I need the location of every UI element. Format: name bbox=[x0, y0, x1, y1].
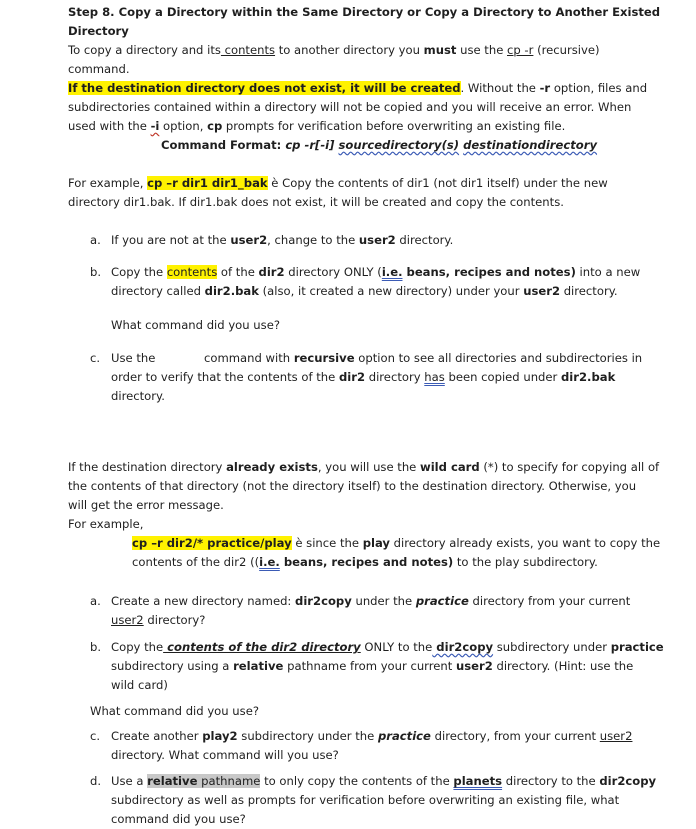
text-run: sourcedirectory(s) bbox=[338, 138, 460, 152]
text-run: Copy the bbox=[111, 265, 167, 279]
text-run: i.e. bbox=[381, 265, 403, 279]
text-run: b. bbox=[90, 640, 102, 654]
text-run: prompts for verification before overwriting an existing file. bbox=[222, 119, 566, 133]
text-run: contents of the dir2 (( bbox=[132, 555, 260, 569]
text-run: subdirectories contained within a directory will not be copied and you will receive an error. When bbox=[68, 100, 632, 114]
step-title bbox=[68, 3, 660, 22]
text-run: directory dir1.bak. If dir1.bak does not exist, it will be created and copy the contents. bbox=[68, 195, 564, 209]
list2-marker-a bbox=[90, 592, 101, 611]
text-run: been copied under bbox=[444, 370, 561, 384]
text-run: to another directory you bbox=[275, 43, 424, 57]
text-run: user2 bbox=[523, 284, 561, 298]
text-run: -r bbox=[539, 81, 551, 95]
list1-question bbox=[111, 316, 280, 335]
text-run: cp -r bbox=[507, 43, 534, 57]
text-run: user2 bbox=[230, 233, 268, 247]
text-run: i.e. bbox=[259, 555, 280, 569]
list2-item-a bbox=[111, 592, 630, 611]
text-run: -i bbox=[150, 119, 160, 133]
text-run: practice bbox=[610, 640, 664, 654]
text-run: dir2 bbox=[338, 370, 366, 384]
text-run: the contents of that directory (not the directory itself) to the destination directory. Otherwise, you bbox=[68, 479, 637, 493]
text-run: directory already exists, you want to copy the bbox=[390, 536, 661, 550]
list2-item-c-cont bbox=[111, 746, 339, 765]
list2-item-c bbox=[111, 727, 632, 746]
text-run: dir2.bak bbox=[204, 284, 259, 298]
text-run: Directory bbox=[68, 24, 129, 38]
list1-item-b bbox=[111, 263, 640, 282]
text-run: user2 bbox=[111, 613, 144, 627]
text-run: cp -r[-i] bbox=[285, 138, 339, 152]
text-run: must bbox=[423, 43, 457, 57]
list2-question bbox=[90, 702, 259, 721]
intro-line-5 bbox=[68, 117, 565, 136]
text-run: recursive bbox=[293, 351, 355, 365]
text-run: planets bbox=[453, 774, 503, 788]
example1-line-2 bbox=[68, 193, 564, 212]
exists-line-2 bbox=[68, 477, 636, 496]
text-run: play bbox=[362, 536, 390, 550]
text-run: relative bbox=[233, 659, 284, 673]
text-run: has bbox=[424, 370, 445, 384]
text-run: subdirectory under the bbox=[237, 729, 378, 743]
text-run: a. bbox=[90, 233, 101, 247]
text-run: If the destination directory bbox=[68, 460, 227, 474]
text-run: , change to the bbox=[267, 233, 359, 247]
text-run: will get the error message. bbox=[68, 498, 224, 512]
text-run: (recursive) bbox=[533, 43, 600, 57]
step-title-cont bbox=[68, 22, 129, 41]
text-run: If you are not at the bbox=[111, 233, 231, 247]
text-run: to only copy the contents of the bbox=[260, 774, 454, 788]
text-run: pathname bbox=[197, 774, 261, 788]
text-run: . Without the bbox=[460, 81, 540, 95]
text-run: beans, recipes and notes) bbox=[279, 555, 454, 569]
text-run: Use a bbox=[111, 774, 148, 788]
text-run: è since the bbox=[291, 536, 363, 550]
text-run: directory from your current bbox=[468, 594, 631, 608]
text-run: directory called bbox=[111, 284, 205, 298]
text-run: contents of the dir2 directory bbox=[163, 640, 361, 654]
list2-item-a-cont bbox=[111, 611, 205, 630]
text-run: c. bbox=[90, 351, 101, 365]
text-run: command with bbox=[204, 351, 294, 365]
intro-line-3 bbox=[68, 79, 647, 98]
text-run: directory? bbox=[143, 613, 206, 627]
text-run: to the play subdirectory. bbox=[453, 555, 598, 569]
text-run: dir2copy bbox=[295, 594, 352, 608]
text-run: into a new bbox=[575, 265, 641, 279]
example1-line-1 bbox=[68, 174, 608, 193]
text-run: user2 bbox=[455, 659, 493, 673]
list1-item-b-cont bbox=[111, 282, 618, 301]
text-run: order to verify that the contents of the bbox=[111, 370, 339, 384]
text-run: option, bbox=[159, 119, 208, 133]
intro-line-2 bbox=[68, 60, 130, 79]
text-run: dir2copy bbox=[599, 774, 657, 788]
text-run: already exists bbox=[226, 460, 318, 474]
text-run: Step 8. Copy a Directory within the Same Directory or Copy a Directory to Another Existed bbox=[68, 5, 661, 19]
list1-marker-c bbox=[90, 349, 100, 368]
text-run: dir2copy bbox=[432, 640, 494, 654]
list1-item-c-cont2 bbox=[111, 387, 165, 406]
text-run: under the bbox=[351, 594, 416, 608]
text-run: option, files and bbox=[550, 81, 648, 95]
text-run: pathname from your current bbox=[283, 659, 456, 673]
text-run: directory bbox=[365, 370, 425, 384]
text-run: directory. bbox=[560, 284, 618, 298]
text-run: contents bbox=[220, 43, 276, 57]
list2-item-d-cont bbox=[111, 791, 619, 810]
text-run: user2 bbox=[599, 729, 633, 743]
intro-line-1 bbox=[68, 41, 600, 60]
text-run: Use the bbox=[111, 351, 156, 365]
exists-line-4 bbox=[68, 515, 143, 534]
text-run: If the destination directory does not exist, it will be created bbox=[68, 81, 461, 95]
text-run: destinationdirectory bbox=[463, 138, 598, 152]
text-run: practice bbox=[377, 729, 431, 743]
text-run: directory. What command will you use? bbox=[111, 748, 339, 762]
text-run: beans, recipes and notes) bbox=[402, 265, 576, 279]
list2-item-b-cont2 bbox=[111, 676, 168, 695]
list2-marker-b bbox=[90, 638, 101, 657]
list2-marker-d bbox=[90, 772, 101, 791]
text-run: b. bbox=[90, 265, 102, 279]
list1-item-c-cont bbox=[111, 368, 615, 387]
list2-item-b bbox=[111, 638, 664, 657]
exists-line-3 bbox=[68, 496, 224, 515]
list1-marker-a bbox=[90, 231, 101, 250]
text-run: practice bbox=[415, 594, 469, 608]
text-run: To copy a directory and its bbox=[68, 43, 221, 57]
text-run: used with the bbox=[68, 119, 151, 133]
list2-marker-c bbox=[90, 727, 100, 746]
list2-item-b-cont bbox=[111, 657, 633, 676]
command-format bbox=[161, 136, 597, 155]
text-run: d. bbox=[90, 774, 102, 788]
text-run: use the bbox=[456, 43, 508, 57]
list1-item-c-after-blank bbox=[204, 349, 642, 368]
text-run: Command Format: bbox=[161, 138, 286, 152]
text-run: (*) to specify for copying all of bbox=[479, 460, 660, 474]
text-run: wild card bbox=[419, 460, 480, 474]
text-run: dir2.bak bbox=[561, 370, 616, 384]
text-run: For example, bbox=[68, 176, 148, 190]
text-run: a. bbox=[90, 594, 101, 608]
text-run: c. bbox=[90, 729, 101, 743]
text-run: What command did you use? bbox=[90, 704, 259, 718]
text-run: command. bbox=[68, 62, 130, 76]
text-run: ONLY to the bbox=[360, 640, 433, 654]
text-run: directory ONLY ( bbox=[284, 265, 382, 279]
exists-example-2 bbox=[132, 553, 598, 572]
list1-marker-b bbox=[90, 263, 101, 282]
text-run: è Copy the contents of dir1 (not dir1 itself) under the new bbox=[267, 176, 608, 190]
text-run: relative bbox=[147, 774, 198, 788]
text-run: , you will use the bbox=[317, 460, 420, 474]
text-run: Copy the bbox=[111, 640, 164, 654]
text-run: user2 bbox=[358, 233, 396, 247]
text-run: subdirectory using a bbox=[111, 659, 234, 673]
text-run: wild card) bbox=[111, 678, 168, 692]
text-run: directory, from your current bbox=[430, 729, 600, 743]
text-run: play2 bbox=[202, 729, 238, 743]
text-run: cp –r dir2/* practice/play bbox=[132, 536, 292, 550]
text-run: (also, it created a new directory) under your bbox=[258, 284, 524, 298]
text-run: subdirectory as well as prompts for verification before overwriting an existing file, what bbox=[111, 793, 620, 807]
list1-item-c bbox=[111, 349, 155, 368]
text-run: Create another bbox=[111, 729, 203, 743]
intro-line-4 bbox=[68, 98, 631, 117]
text-run: directory. bbox=[111, 389, 165, 403]
text-run: dir2 bbox=[258, 265, 285, 279]
exists-example-1 bbox=[132, 534, 660, 553]
list1-item-a bbox=[111, 231, 453, 250]
text-run: directory. (Hint: use the bbox=[492, 659, 634, 673]
text-run: directory. bbox=[395, 233, 454, 247]
text-run: cp –r dir1 dir1_bak bbox=[147, 176, 268, 190]
text-run: option to see all directories and subdirectories in bbox=[354, 351, 643, 365]
text-run: For example, bbox=[68, 517, 144, 531]
list2-item-d bbox=[111, 772, 656, 791]
text-run: subdirectory under bbox=[493, 640, 611, 654]
list2-item-d-cont2 bbox=[111, 810, 246, 829]
text-run: Create a new directory named: bbox=[111, 594, 296, 608]
exists-line-1 bbox=[68, 458, 659, 477]
text-run: cp bbox=[207, 119, 223, 133]
text-run: of the bbox=[217, 265, 259, 279]
text-run: contents bbox=[166, 265, 218, 279]
text-run: command did you use? bbox=[111, 812, 246, 826]
text-run: What command did you use? bbox=[111, 318, 280, 332]
text-run: directory to the bbox=[502, 774, 600, 788]
